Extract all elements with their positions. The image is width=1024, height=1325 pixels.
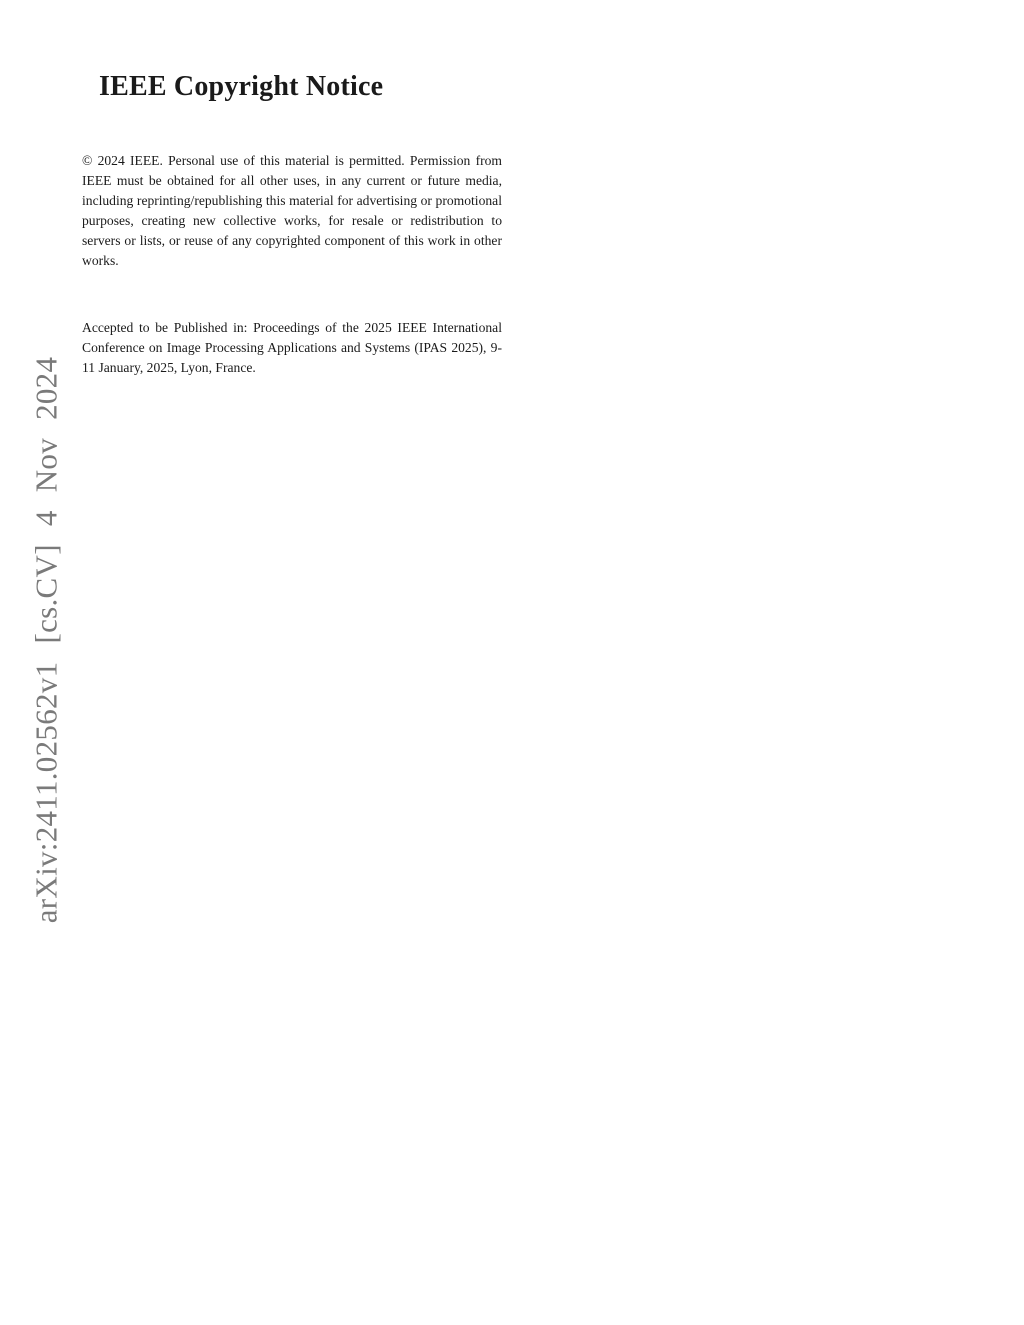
page-title: IEEE Copyright Notice (99, 71, 384, 102)
acceptance-paragraph: Accepted to be Published in: Proceedings of the 2025 IEEE International Conference on Image Processing Applications and Systems (IPAS 2025), 9-11 January, 2025, Lyon, France. (82, 320, 502, 375)
arxiv-stamp: arXiv:2411.02562v1 [cs.CV] 4 Nov 2024 (28, 356, 64, 924)
copyright-paragraph: © 2024 IEEE. Personal use of this material is permitted. Permission from IEEE must be obtained for all other uses, in any current or future media, including reprinting/republishing this material for advertising or promotional purposes, creating new collective works, for resale or redistribution to servers or lists, or reuse of any copyrighted component of this work in other works. (82, 153, 502, 268)
